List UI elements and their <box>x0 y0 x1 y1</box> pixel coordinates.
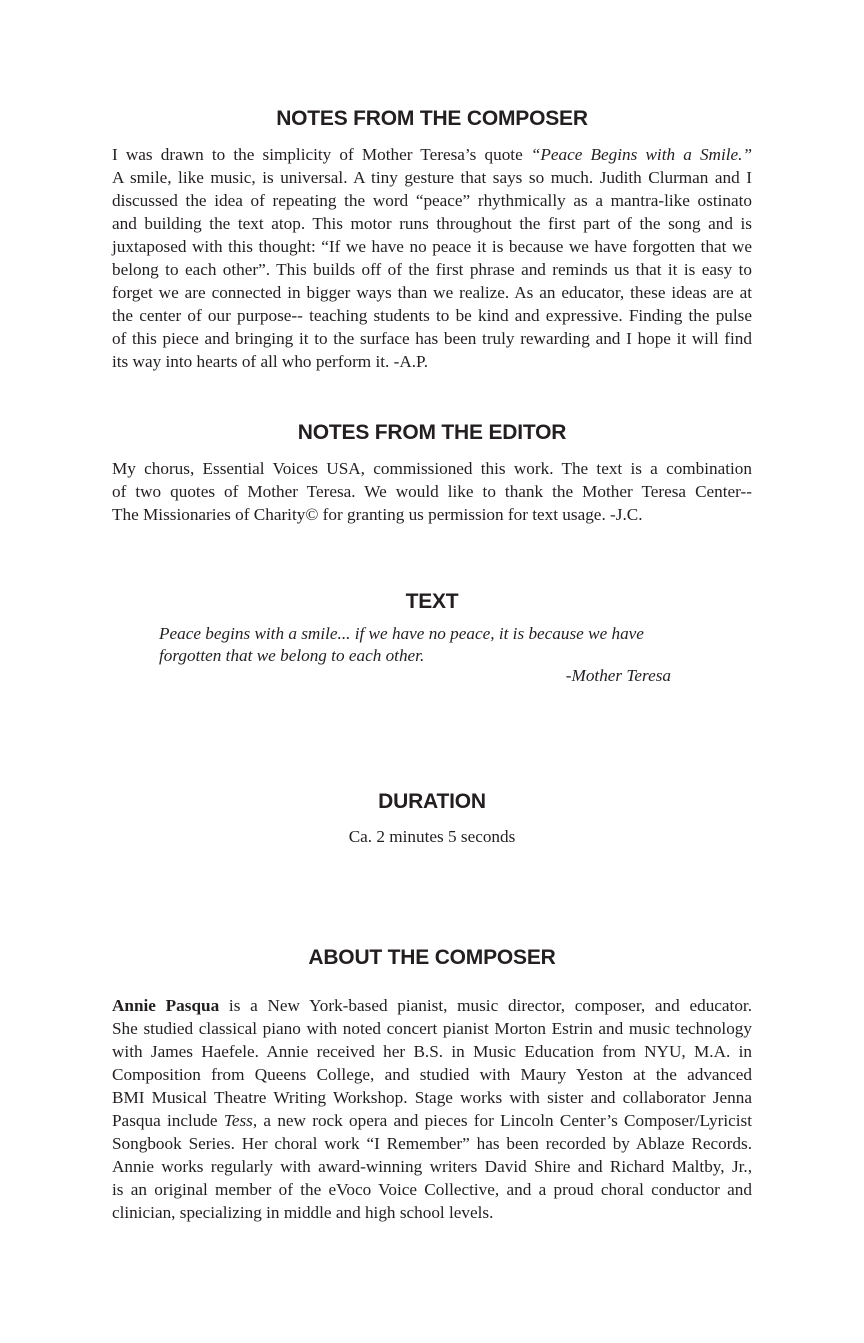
about-composer-body <box>112 994 752 1224</box>
paragraph-line: My chorus, Essential Voices USA, commissioned this work. The text is a combination <box>112 459 752 478</box>
paragraph-line: is an original member of the eVoco Voice Collective, and a proud choral conductor and <box>112 1180 752 1199</box>
paragraph-line: She studied classical piano with noted concert pianist Morton Estrin and music technology <box>112 1019 752 1038</box>
text-heading: TEXT <box>405 590 459 613</box>
work-title: Tess <box>223 1111 253 1130</box>
paragraph-line: Pasqua include Tess, a new rock opera and pieces for Lincoln Center’s Composer/Lyricist <box>112 1111 752 1130</box>
editor-notes-body <box>112 457 752 526</box>
lyric-quote <box>159 623 671 667</box>
paragraph-line: Annie Pasqua is a New York-based pianist, music director, composer, and educator. <box>112 996 753 1015</box>
paragraph-line: Songbook Series. Her choral work “I Remember” has been recorded by Ablaze Records. <box>112 1134 752 1153</box>
paragraph-line: forget we are connected in bigger ways than we realize. As an educator, these ideas are at <box>112 283 752 302</box>
paragraph-line: BMI Musical Theatre Writing Workshop. Stage works with sister and collaborator Jenna <box>112 1088 752 1107</box>
quote-title: “Peace Begins with a Smile.” <box>530 145 753 164</box>
paragraph-line: clinician, specializing in middle and high school levels. <box>112 1203 494 1222</box>
paragraph-line: Annie works regularly with award-winning writers David Shire and Richard Maltby, Jr., <box>112 1157 752 1176</box>
paragraph-line: and building the text atop. This motor runs throughout the first part of the song and is <box>112 214 752 233</box>
composer-notes-heading: NOTES FROM THE COMPOSER <box>276 107 588 130</box>
quote-line: forgotten that we belong to each other. <box>159 646 425 665</box>
duration-value: Ca. 2 minutes 5 seconds <box>348 827 516 846</box>
about-composer-heading: ABOUT THE COMPOSER <box>308 946 556 969</box>
paragraph-line: Composition from Queens College, and studied with Maury Yeston at the advanced <box>112 1065 752 1084</box>
paragraph-line: with James Haefele. Annie received her B.S. in Music Education from NYU, M.A. in <box>112 1042 752 1061</box>
paragraph-line: belong to each other”. This builds off of the first phrase and reminds us that it is easy to <box>112 260 752 279</box>
paragraph-line: juxtaposed with this thought: “If we have no peace it is because we have forgotten that we <box>112 237 752 256</box>
paragraph-line: A smile, like music, is universal. A tiny gesture that says so much. Judith Clurman and I <box>112 168 752 187</box>
paragraph-line: of two quotes of Mother Teresa. We would like to thank the Mother Teresa Center-- <box>112 482 752 501</box>
composer-name: Annie Pasqua <box>112 996 220 1015</box>
composer-notes-body <box>112 143 752 373</box>
duration-heading: DURATION <box>378 790 486 813</box>
paragraph-line: the center of our purpose-- teaching students to be kind and expressive. Finding the pulse <box>112 306 752 325</box>
paragraph-line: its way into hearts of all who perform it. -A.P. <box>112 352 429 371</box>
editor-notes-heading: NOTES FROM THE EDITOR <box>297 421 567 444</box>
quote-line: Peace begins with a smile... if we have no peace, it is because we have <box>159 624 644 643</box>
quote-attribution: -Mother Teresa <box>565 666 671 685</box>
paragraph-line: The Missionaries of Charity© for granting us permission for text usage. -J.C. <box>112 505 643 524</box>
paragraph-line: discussed the idea of repeating the word “peace” rhythmically as a mantra-like ostinato <box>112 191 752 210</box>
paragraph-line: I was drawn to the simplicity of Mother Teresa’s quote “Peace Begins with a Smile.” <box>112 145 753 164</box>
paragraph-line: of this piece and bringing it to the surface has been truly rewarding and I hope it will find <box>112 329 752 348</box>
